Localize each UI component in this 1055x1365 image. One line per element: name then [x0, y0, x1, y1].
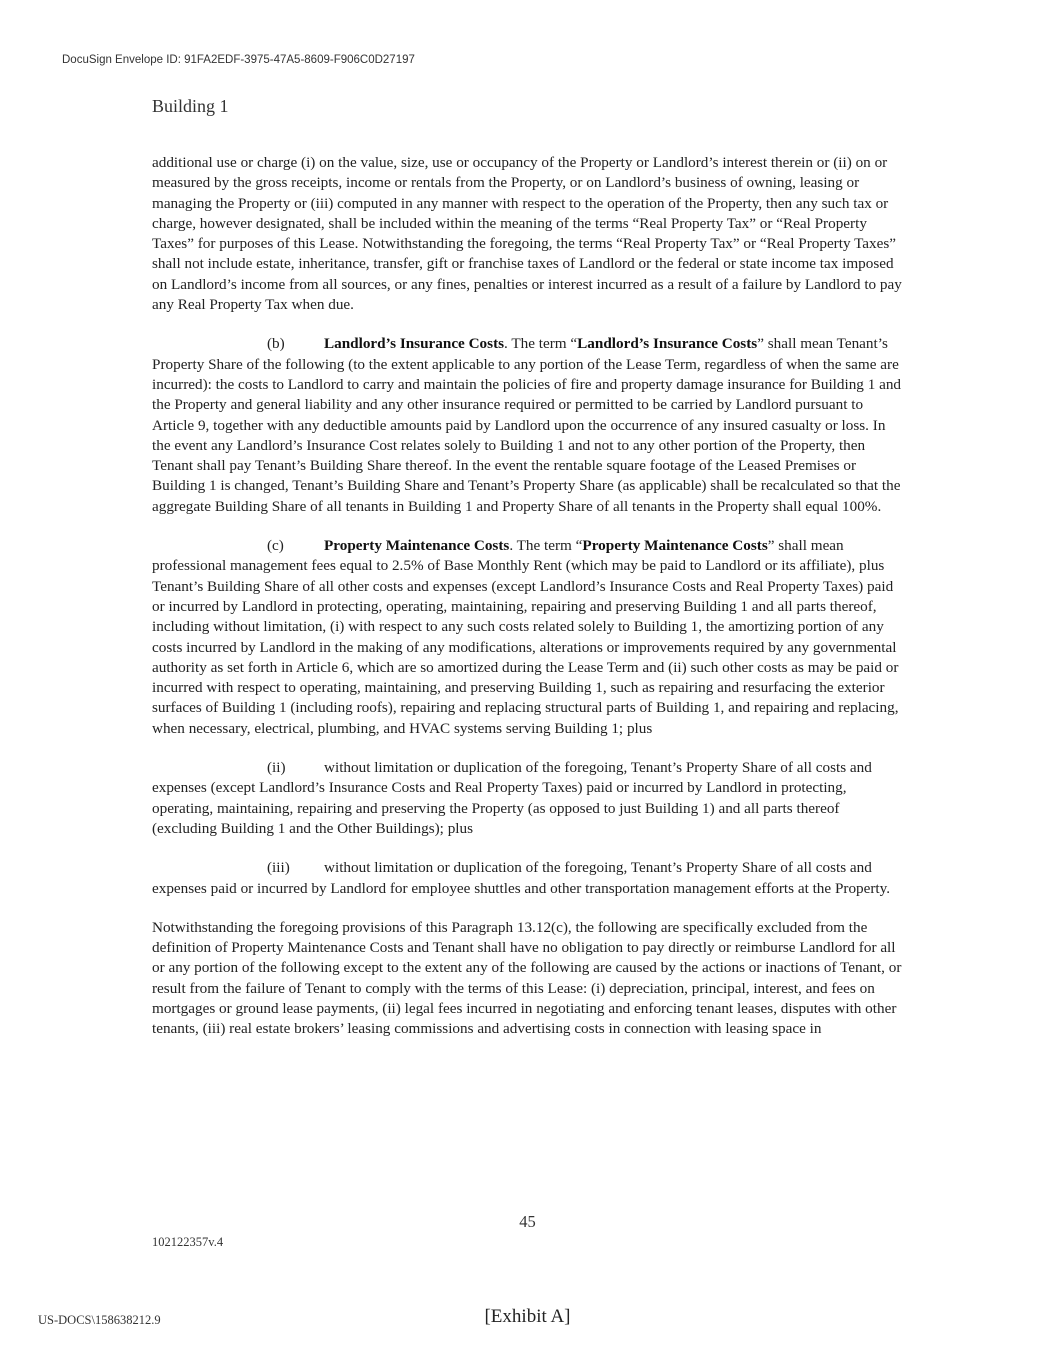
document-body [152, 153, 904, 1059]
text-span: ” shall mean professional management fees equal to 2.5% of Base Monthly Rent (which may be paid to Landlord or its affiliate), plus Tenant’s Building Share of all other costs and expenses (except Landlord’s Insurance Costs and Real Property Taxes) paid or incurred by Landlord in protecting, operating, maintaining, repairing and preserving Building 1 and all parts thereof, including without limitation, (i) with respect to any such costs related solely to Building 1, the amortizing portion of any costs incurred by Landlord in the making of any modifications, alterations or improvements required by any governmental authority as set forth in Article 6, which are so amortized during the Lease Term and (ii) such other costs as may be paid or incurred with respect to operating, maintaining, and preserving Building 1, such as repairing and resurfacing the exterior surfaces of Building 1 (including roofs), repairing and replacing structural parts of Building 1, and repairing and replacing, when necessary, electrical, plumbing, and HVAC systems serving Building 1; plus [152, 537, 899, 737]
document-version-id: 102122357v.4 [152, 1235, 224, 1249]
text-span: . The term “ [509, 537, 583, 555]
footer-doc-reference: US-DOCS\158638212.9 [38, 1313, 161, 1327]
paragraph-c-maintenance-costs [152, 536, 904, 739]
subsection-label-b: (b) [267, 335, 285, 353]
subsection-label-ii: (ii) [267, 759, 286, 777]
page-number: 45 [519, 1212, 536, 1231]
paragraph-exclusions: Notwithstanding the foregoing provisions of this Paragraph 13.12(c), the following are specifically excluded from the definition of Property Maintenance Costs and Tenant shall have no obligation to pay directly or reimburse Landlord for all or any portion of the following except to the extent any of the following are caused by the actions or inactions of Tenant, or result from the failure of Tenant to comply with the terms of this Lease: (i) depreciation, principal, interest, and fees on mortgages or ground lease payments, (ii) legal fees incurred in negotiating and enforcing tenant leases, disputes with other tenants, (iii) real estate brokers’ leasing commissions and advertising costs in connection with leasing space in [152, 918, 902, 1038]
heading-property-maintenance-costs: Property Maintenance Costs [324, 537, 510, 555]
text-span: without limitation or duplication of the foregoing, Tenant’s Property Share of all costs and expenses paid or incurred by Landlord for employee shuttles and other transportation management efforts at the Property. [152, 859, 891, 897]
docusign-envelope-id: DocuSign Envelope ID: 91FA2EDF-3975-47A5-8609-F906C0D27197 [62, 54, 415, 66]
paragraph-b-insurance-costs [152, 334, 904, 517]
defined-term-insurance-costs: Landlord’s Insurance Costs [577, 335, 758, 353]
footer-exhibit-label: [Exhibit A] [484, 1306, 571, 1327]
text-span: ” shall mean Tenant’s Property Share of the following (to the extent applicable to any portion of the Lease Term, regardless of when the same are incurred): the costs to Landlord to carry and maintain the policies of fire and property damage insurance for Building 1 and the Property and general liability and any other insurance required or permitted to be carried by Landlord pursuant to Article 9, together with any deductible amounts paid by Landlord upon the occurrence of any insured casualty or loss. In the event any Landlord’s Insurance Cost relates solely to Building 1 and not to any other portion of the Property, then Tenant shall pay Tenant’s Building Share thereof. In the event the rentable square footage of the Leased Premises or Building 1 is changed, Tenant’s Building Share and Tenant’s Property Share (as applicable) shall be recalculated so that the aggregate Building Share of all tenants in Building 1 and Property Share of all tenants in the Property shall equal 100%. [152, 335, 902, 515]
text-span: . The term “ [504, 335, 578, 353]
paragraph-ii [152, 758, 904, 839]
subsection-label-iii: (iii) [267, 859, 290, 877]
text-span: without limitation or duplication of the foregoing, Tenant’s Property Share of all costs and expenses (except Landlord’s Insurance Costs and Real Property Taxes) paid or incurred by Landlord in protecting, operating, maintaining, repairing and preserving the Property (as opposed to just Building 1) and all parts thereof (excluding Building 1 and the Other Buildings); plus [152, 759, 872, 837]
paragraph-real-property-tax: additional use or charge (i) on the value, size, use or occupancy of the Property or Landlord’s interest therein or (ii) on or measured by the gross receipts, income or rentals from the Property, or on Landlord’s business of owning, leasing or managing the Property or (iii) computed in any manner with respect to the operation of the Property, then any such tax or charge, however designated, shall be included within the meaning of the terms “Real Property Tax” or “Real Property Taxes” for purposes of this Lease. Notwithstanding the foregoing, the terms “Real Property Tax” or “Real Property Taxes” shall not include estate, inheritance, transfer, gift or franchise taxes of Landlord or the federal or state income tax imposed on Landlord’s income from all sources, or any fines, penalties or interest incurred as a result of a failure by Landlord to pay any Real Property Tax when due. [152, 154, 902, 314]
defined-term-maintenance-costs: Property Maintenance Costs [582, 537, 768, 555]
subsection-label-c: (c) [267, 537, 284, 555]
heading-landlords-insurance-costs: Landlord’s Insurance Costs [324, 335, 505, 353]
page-header: Building 1 [152, 96, 229, 116]
paragraph-iii [152, 858, 904, 899]
